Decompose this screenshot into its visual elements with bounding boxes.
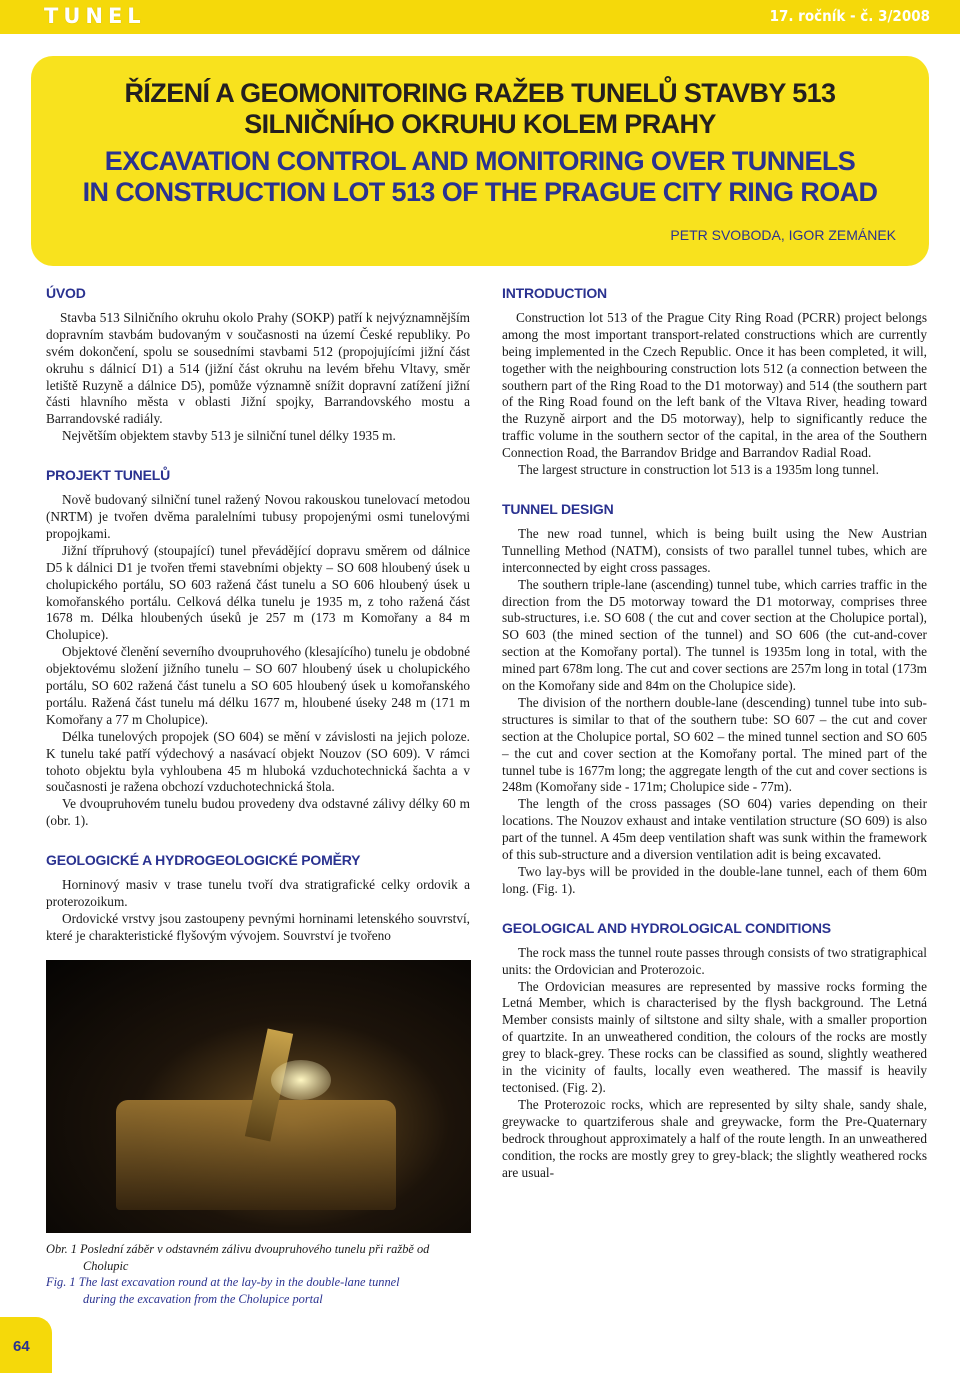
paragraph: Objektové členění severního dvoupruhového (klesajícího) tunelu je obdobné objektovému složení jižního tunelu – SO 607 hloubený úsek u cholupického portálu, SO 602 ražená část tunelu a SO 605 hloubený úsek u komořanského portálu. Ražená část tunelu má délku 1677 m, hloubené úseky 248 m (171 m Komořany a 77 m Cholupice).	[46, 644, 470, 727]
title-cz	[31, 78, 929, 140]
title-en-line1: EXCAVATION CONTROL AND MONITORING OVER TUNNELS	[104, 146, 856, 176]
caption-en-line2: during the excavation from the Cholupice portal	[83, 1291, 323, 1306]
paragraph: Nově budovaný silniční tunel ražený Novou rakouskou tunelovací metodou (NRTM) je tvořen dvěma paralelními tubusy propojenými osmi tunelovými propojkami.	[46, 492, 470, 541]
heading-projekt: PROJEKT TUNELŮ	[46, 467, 170, 484]
paragraph: Horninový masiv v trase tunelu tvoří dva stratigrafické celky ordovik a proterozoikum.	[46, 877, 470, 909]
title-en	[31, 146, 929, 208]
authors: PETR SVOBODA, IGOR ZEMÁNEK	[670, 227, 896, 243]
heading-tunnel-design: TUNNEL DESIGN	[502, 500, 614, 517]
paragraph: Two lay-bys will be provided in the double-lane tunnel, each of them 60m long. (Fig. 1).	[502, 864, 927, 896]
paragraph: Jižní třípruhový (stoupající) tunel převádějící dopravu směrem od dálnice D5 k dálnici D1 je tvořen třemi stavebními objekty – SO 608 hloubený úsek u cholupického portálu, SO 603 ražená část tunelu a SO 606 hloubený úsek u komořanského portálu. Celková délka tunelu je 1935 m, z toho ražená část 1678 m. Délka hloubených úseků je 257 m (173 m Komořany a 84 m Cholupice).	[46, 542, 470, 643]
caption-cz-line1: Obr. 1 Poslední záběr v odstavném zálivu dvoupruhového tunelu při ražbě od	[46, 1242, 430, 1256]
title-cz-line1: ŘÍZENÍ A GEOMONITORING RAŽEB TUNELŮ STAVBY 513	[124, 78, 836, 108]
paragraph: Construction lot 513 of the Prague City Ring Road (PCRR) project belongs among the most important transport-related constructions which are currently being implemented in the Czech Republic. Once it has been completed, it will, together with the neighbouring construction lots 512 (a connection between the southern part of the Ring Road to the D1 motorway) and 514 (the southern part of the Ring Road found on the left bank of the Vltava River, heading toward the Ruzyně airport and the D5 motorway), help to significantly reduce the traffic volume in the southern sector of the capital, in the area of the Southern Connection Road, the Barrandov Bridge and Barrandov Radial Road.	[502, 309, 927, 461]
page-number: 64	[13, 1338, 30, 1355]
heading-geologie: GEOLOGICKÉ A HYDROGEOLOGICKÉ POMĚRY	[46, 852, 361, 869]
journal-logo: TUNEL	[44, 4, 146, 28]
title-cz-line2: SILNIČNÍHO OKRUHU KOLEM PRAHY	[244, 109, 716, 139]
paragraph: The new road tunnel, which is being built using the New Austrian Tunnelling Method (NATM), consists of two parallel tunnel tubes, which are interconnected by eight cross passages.	[502, 525, 927, 575]
paragraph: Stavba 513 Silničního okruhu okolo Prahy (SOKP) patří k nejvýznamnějším dopravním stavbám budovaným v současnosti na území České republiky. Po svém dokončení, spolu se sousedními stavbami 512 (propojujícími jižní část okruhu s dálnicí D1) a 514 (jižní část okruhu na levém břehu Vltavy, směr letiště Ruzyně a dálnice D5), pomůže významně snížit dopravní zatížení jižní části hlavního města v oblasti Jižní spojky, Barrandovského mostu a Barrandovské radiály.	[46, 309, 470, 427]
issue-label: 17. ročník - č. 3/2008	[769, 7, 930, 25]
heading-introduction: INTRODUCTION	[502, 285, 607, 301]
paragraph: The Proterozoic rocks, which are represented by silty shale, sandy shale, greywacke to quartziferous shale and greywacke, form the Pre-Quaternary bedrock throughout approximately a half of the route length. In an unweathered condition, the rocks are mostly grey to grey-black; the slightly weathered rocks are usual-	[502, 1096, 927, 1180]
page-number-tab	[0, 1317, 52, 1373]
paragraph: The division of the northern double-lane (descending) tunnel tube into sub-structures is similar to that of the southern tube: SO 607 – the cut and cover section at the Cholupice portal, SO 602 – the mined tunnel section and SO 605 – the cut and cover section at the Komořany portal. The mined part of the tunnel tube is 1677m long; the aggregate length of the cut and cover sections is 248m (Komořany side - 171m; Cholupice side - 77m).	[502, 694, 927, 795]
paragraph: The Ordovician measures are represented by massive rocks forming the Letná Member, which is characterised by the flysh background. The Letná Member consists mainly of siltstone and silty shale, with a smaller proportion of quartzite. In an unweathered condition, the colours of the rocks are mostly grey to black-grey. These rocks can be classified as sound, slightly weathered in the vicinity of faults, locally even weathered. The massif is heavily tectonised. (Fig. 2).	[502, 978, 927, 1095]
lamp-glow	[271, 1060, 331, 1100]
heading-uvod: ÚVOD	[46, 285, 86, 301]
paragraph: Největším objektem stavby 513 je silniční tunel délky 1935 m.	[62, 428, 396, 444]
paragraph: The southern triple-lane (ascending) tunnel tube, which carries traffic in the direction from the D5 motorway toward the D1 motorway, comprises three sub-structures, i.e. SO 608 ( the cut and cover section at the Cholupice portal), SO 603 (the mined section of the tunnel) and SO 606 (the cut-and-cover section at the Komořany portal). The tunnel is 1935m long in total, with the mined part 678m long. The cut and cover sections are 257m long in total (173m on the Komořany side and 84m on the Cholupice side).	[502, 576, 927, 694]
title-box	[31, 56, 929, 266]
caption-cz-line2: Cholupic	[83, 1258, 129, 1273]
paragraph: Délka tunelových propojek (SO 604) se mění v závislosti na jejich poloze. K tunelu také patří výdechový a nasávací objekt Nouzov (SO 609). V rámci tohoto objektu byla vyhloubena 45 m hluboká vzduchotechnická šachta a v současnosti je ražena obchozí vzduchotechnická štola.	[46, 728, 470, 795]
paragraph: The largest structure in construction lot 513 is a 1935m long tunnel.	[518, 462, 879, 478]
english-column	[502, 285, 927, 1181]
czech-column	[46, 285, 470, 945]
figure-caption	[46, 1241, 476, 1307]
paragraph: Ordovické vrstvy jsou zastoupeny pevnými horninami letenského souvrství, které je charakteristické flyšovým vývojem. Souvrství je tvořeno	[46, 910, 470, 943]
paragraph: Ve dvoupruhovém tunelu budou provedeny dva odstavné zálivy délky 60 m (obr. 1).	[46, 796, 470, 829]
heading-geological-conditions: GEOLOGICAL AND HYDROLOGICAL CONDITIONS	[502, 919, 831, 936]
tunnel-excavation-photo	[46, 960, 471, 1233]
header-bar	[0, 0, 960, 34]
title-en-line2: IN CONSTRUCTION LOT 513 OF THE PRAGUE CITY RING ROAD	[82, 177, 878, 207]
paragraph: The length of the cross passages (SO 604) varies depending on their locations. The Nouzov exhaust and intake ventilation structure (SO 609) is also part of the tunnel. A 45m deep ventilation shaft was sunk within the framework of this sub-structure and a diversion ventilation adit is being excavated.	[502, 796, 927, 863]
paragraph: The rock mass the tunnel route passes through consists of two stratigraphical units: the Ordovician and Proterozoic.	[502, 944, 927, 977]
caption-en-line1: Fig. 1 The last excavation round at the lay-by in the double-lane tunnel	[46, 1275, 400, 1290]
